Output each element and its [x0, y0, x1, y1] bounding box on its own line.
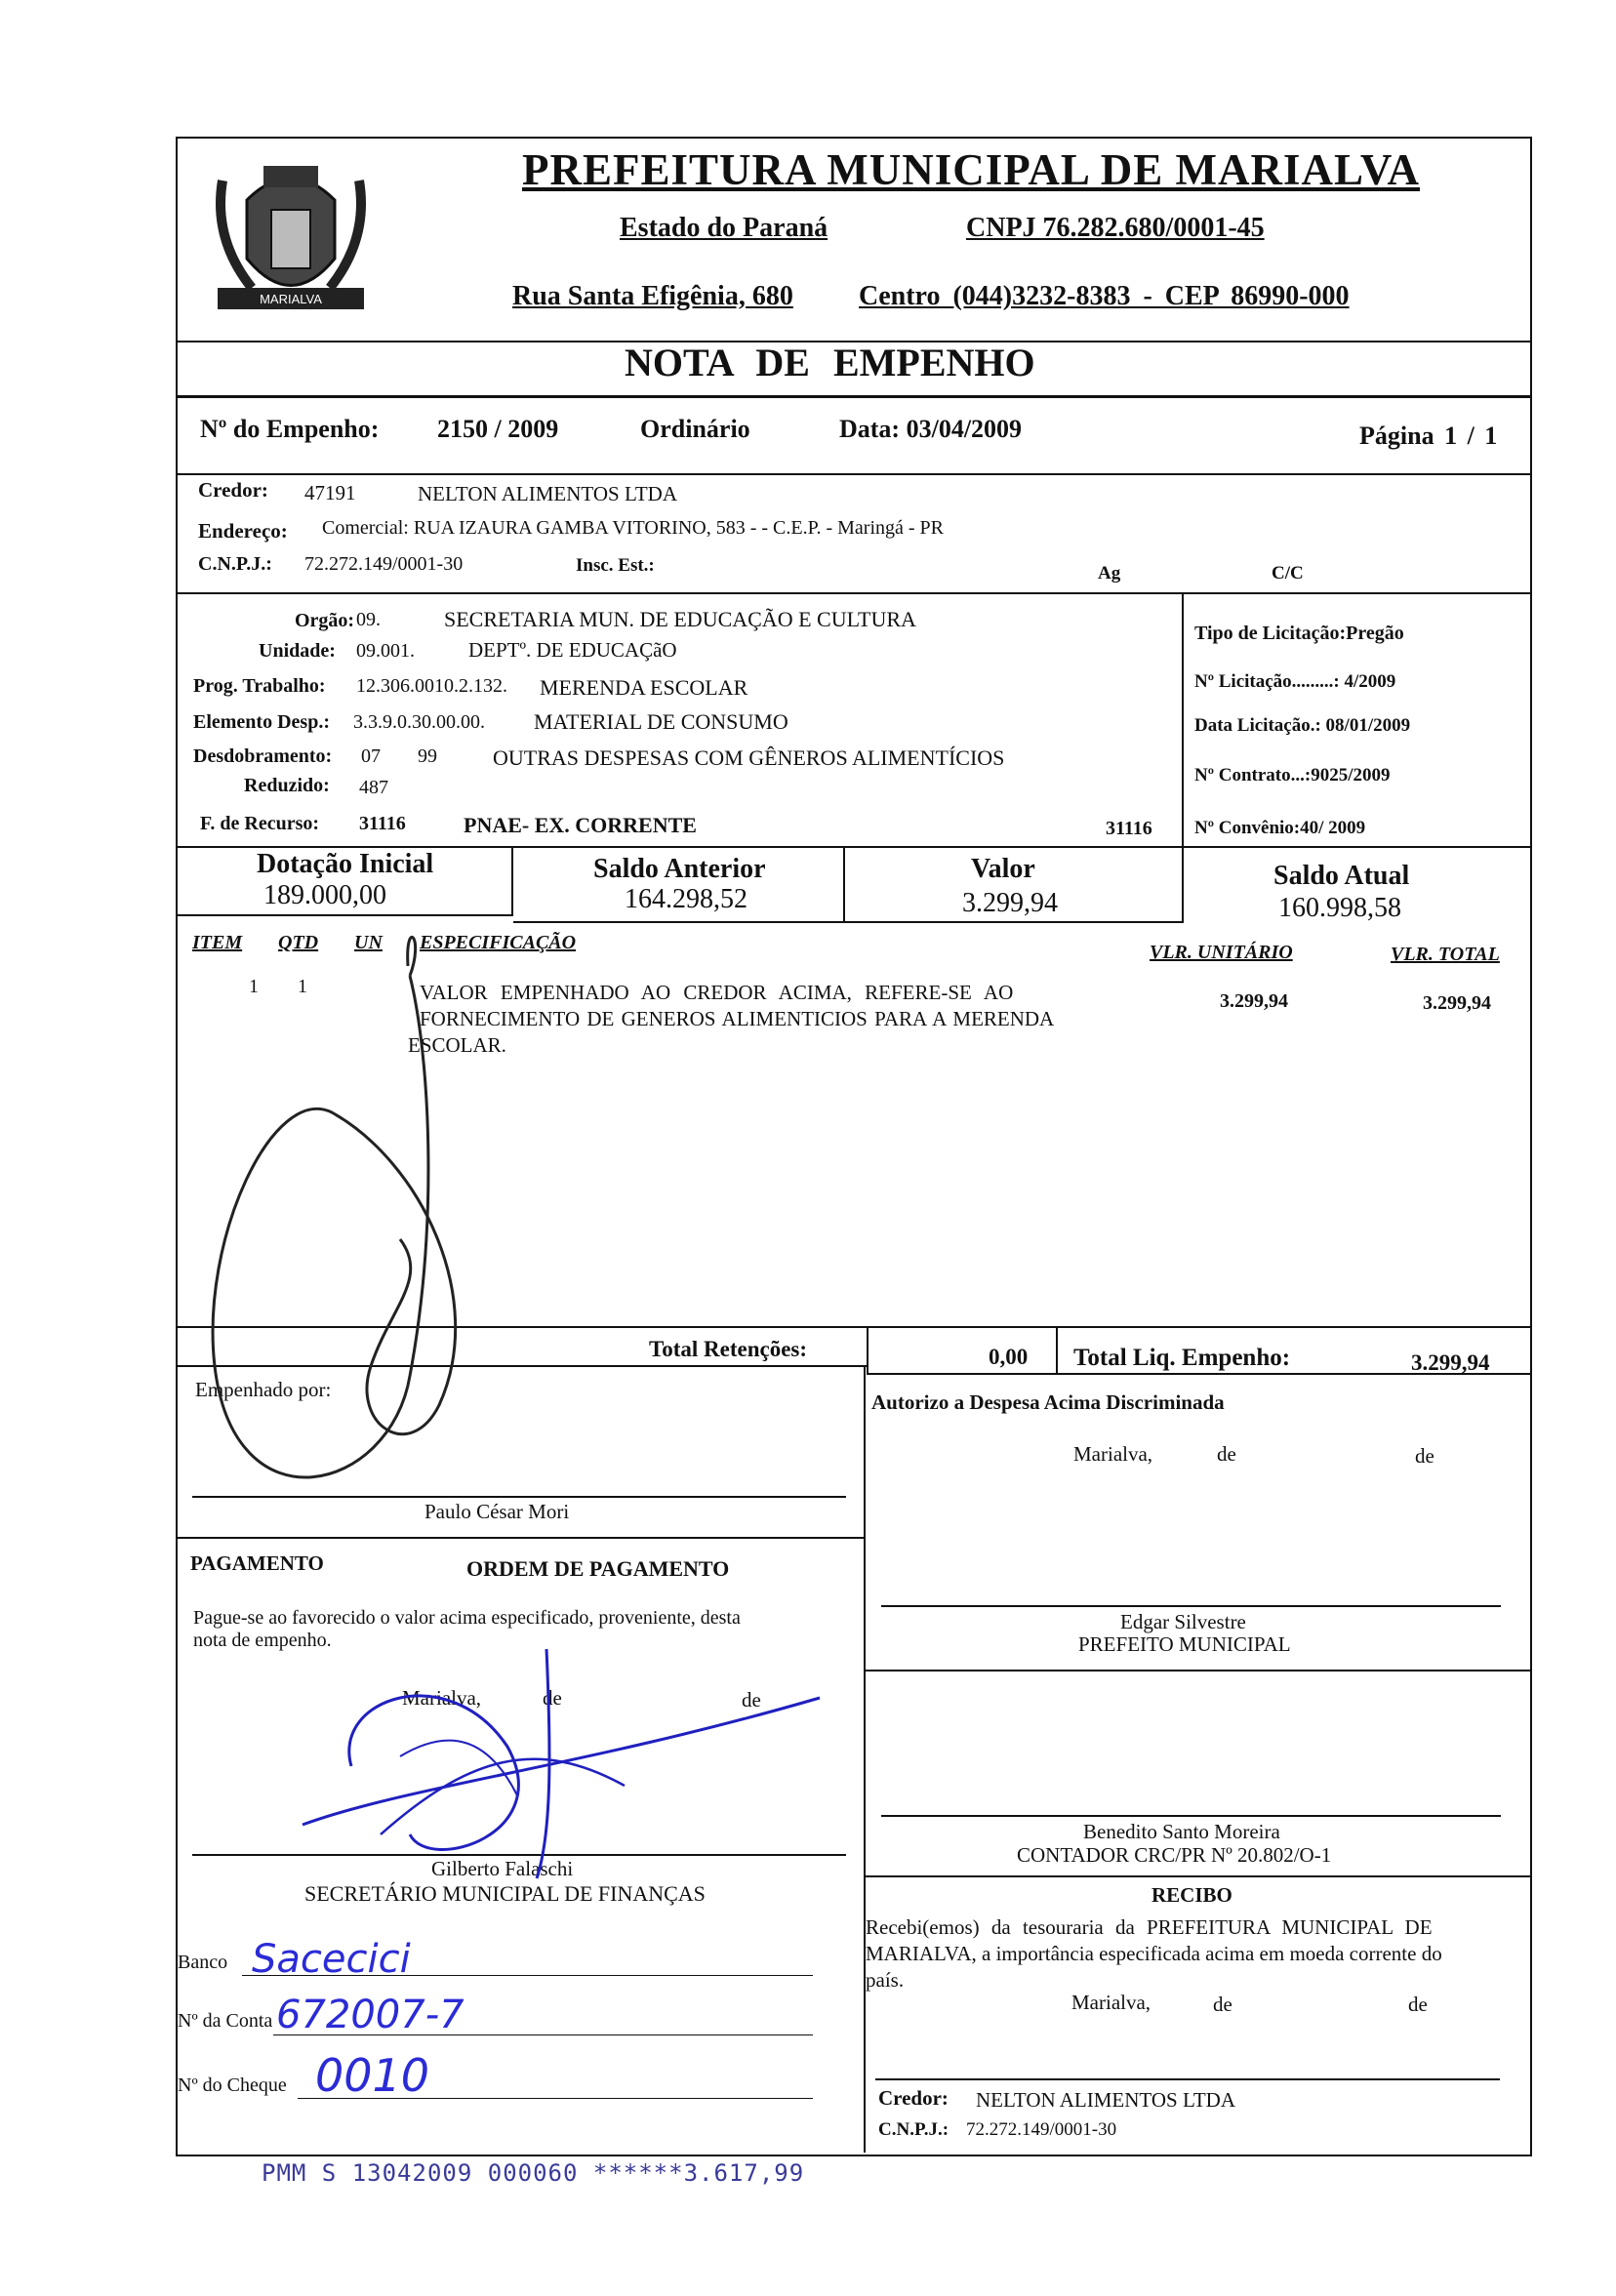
col-item-header: ITEM: [192, 932, 243, 953]
ag-label: Ag: [1098, 563, 1121, 584]
secretario-name: Gilberto Falaschi: [431, 1857, 574, 1880]
recurso-code: 31116: [359, 813, 406, 834]
document-title: NOTA DE EMPENHO: [625, 341, 1035, 384]
desdobramento-name: OUTRAS DESPESAS COM GÊNEROS ALIMENTÍCIOS: [493, 745, 1005, 770]
dotacao-label: Dotação Inicial: [257, 849, 434, 879]
pagamento-label: PAGAMENTO: [190, 1551, 324, 1575]
col-un-header: UN: [354, 932, 383, 953]
recibo-cnpj-label: C.N.P.J.:: [878, 2119, 949, 2140]
saldo-anterior-value: 164.298,52: [625, 884, 747, 914]
orgao-code: 09.: [356, 609, 381, 630]
reduzido-value: 487: [359, 777, 388, 798]
orgao-name: SECRETARIA MUN. DE EDUCAÇÃO E CULTURA: [444, 607, 916, 631]
pagamento-city: Marialva,: [402, 1686, 482, 1710]
page-title: PREFEITURA MUNICIPAL DE MARIALVA: [522, 145, 1421, 194]
bank-stamp: PMM S 13042009 000060 ******3.617,99: [262, 2159, 805, 2187]
recibo-credor-label: Credor:: [878, 2086, 949, 2110]
contador-role: CONTADOR CRC/PR Nº 20.802/O-1: [1017, 1843, 1332, 1867]
credor-cnpj: 72.272.149/0001-30: [304, 553, 464, 575]
numero-contrato: Nº Contrato...:9025/2009: [1194, 765, 1391, 785]
saldo-atual-value: 160.998,58: [1278, 893, 1401, 923]
recibo-credor-name: NELTON ALIMENTOS LTDA: [976, 2088, 1236, 2112]
secretario-role: SECRETÁRIO MUNICIPAL DE FINANÇAS: [304, 1881, 706, 1906]
empenho-number-label: Nº do Empenho:: [200, 415, 380, 443]
retencoes-value: 0,00: [989, 1345, 1029, 1369]
pagamento-de2: de: [742, 1688, 761, 1712]
empenho-type: Ordinário: [640, 415, 750, 443]
item-spec-line1: VALOR EMPENHADO AO CREDOR ACIMA, REFERE-SE AO: [420, 981, 1014, 1004]
cheque-value: 0010: [315, 2049, 430, 2102]
col-espec-header: ESPECIFICAÇÃO: [420, 932, 577, 953]
item-qtd: 1: [298, 976, 307, 997]
empenho-date: Data: 03/04/2009: [839, 415, 1023, 443]
prog-label: Prog. Trabalho:: [193, 675, 326, 697]
numero-convenio: Nº Convênio:40/ 2009: [1194, 818, 1366, 838]
credor-label: Credor:: [198, 478, 268, 502]
header-address: Rua Santa Efigênia, 680: [512, 281, 793, 311]
recurso-label: F. de Recurso:: [200, 813, 320, 834]
conta-label: Nº da Conta: [178, 2010, 273, 2032]
liq-label: Total Liq. Empenho:: [1073, 1345, 1291, 1371]
pagamento-text-line1: Pague-se ao favorecido o valor acima especificado, proveniente, desta: [193, 1607, 741, 1629]
credor-address: Comercial: RUA IZAURA GAMBA VITORINO, 583 - - C.E.P. - Maringá - PR: [322, 517, 945, 539]
retencoes-label: Total Retenções:: [649, 1337, 808, 1361]
recibo-text-line1: Recebi(emos) da tesouraria da PREFEITURA MUNICIPAL DE: [866, 1915, 1433, 1939]
autorizo-de2: de: [1415, 1444, 1434, 1468]
desdobramento-label: Desdobramento:: [193, 745, 333, 767]
unidade-name: DEPTº. DE EDUCAÇãO: [468, 638, 677, 662]
recibo-text-line3: país.: [866, 1968, 905, 1992]
item-number: 1: [249, 976, 259, 997]
item-spec-line3: ESCOLAR.: [408, 1033, 506, 1057]
prefeito-name: Edgar Silvestre: [1120, 1610, 1246, 1633]
desdobramento-a: 07: [361, 745, 381, 767]
col-qtd-header: QTD: [278, 932, 319, 953]
data-licitacao: Data Licitação.: 08/01/2009: [1194, 715, 1411, 736]
elemento-code: 3.3.9.0.30.00.00.: [353, 711, 485, 733]
banco-value: Sacecici: [252, 1937, 411, 1982]
header-address-rest: Centro (044)3232-8383 - CEP 86990-000: [859, 281, 1350, 311]
empenhado-signature: [195, 907, 586, 1512]
reduzido-label: Reduzido:: [244, 775, 330, 796]
credor-code: 47191: [304, 481, 356, 504]
valor-value: 3.299,94: [962, 888, 1058, 918]
item-spec-line2: FORNECIMENTO DE GENEROS ALIMENTICIOS PARA A MERENDA: [420, 1007, 1055, 1030]
empenhado-name: Paulo César Mori: [424, 1500, 570, 1523]
state-name: Estado do Paraná: [620, 213, 828, 243]
prefeito-role: PREFEITO MUNICIPAL: [1078, 1632, 1291, 1656]
header-cnpj: CNPJ 76.282.680/0001-45: [966, 213, 1265, 243]
elemento-label: Elemento Desp.:: [193, 711, 330, 733]
cc-label: C/C: [1272, 563, 1304, 584]
conta-value: 672007-7: [276, 1993, 465, 2037]
recurso-name: PNAE- EX. CORRENTE: [464, 813, 697, 837]
page-number: Página 1 / 1: [1359, 422, 1498, 450]
prog-code: 12.306.0010.2.132.: [356, 675, 507, 697]
liq-value: 3.299,94: [1411, 1350, 1490, 1375]
prog-name: MERENDA ESCOLAR: [540, 675, 748, 700]
pagamento-de1: de: [543, 1686, 562, 1710]
autorizo-de1: de: [1217, 1442, 1236, 1466]
cheque-label: Nº do Cheque: [178, 2074, 287, 2096]
elemento-name: MATERIAL DE CONSUMO: [534, 709, 788, 734]
insc-est-label: Insc. Est.:: [576, 555, 655, 576]
tipo-licitacao: Tipo de Licitação:Pregão: [1194, 623, 1404, 644]
recibo-de2: de: [1408, 1993, 1428, 2016]
credor-name: NELTON ALIMENTOS LTDA: [418, 482, 678, 505]
contador-name: Benedito Santo Moreira: [1083, 1820, 1280, 1843]
desdobramento-b: 99: [418, 745, 437, 767]
recibo-city: Marialva,: [1071, 1991, 1151, 2014]
item-total-value: 3.299,94: [1423, 992, 1491, 1014]
recibo-title: RECIBO: [1151, 1883, 1232, 1907]
dotacao-value: 189.000,00: [263, 880, 386, 910]
address-label: Endereço:: [198, 519, 288, 543]
recurso-code-right: 31116: [1106, 818, 1152, 839]
valor-label: Valor: [971, 854, 1035, 884]
secretario-signature: [293, 1639, 839, 1883]
empenhado-label: Empenhado por:: [195, 1378, 332, 1401]
cnpj-label: C.N.P.J.:: [198, 553, 272, 575]
recibo-text-line2: MARIALVA, a importância especificada acima em moeda corrente do: [866, 1942, 1442, 1965]
autorizo-label: Autorizo a Despesa Acima Discriminada: [871, 1390, 1225, 1414]
saldo-anterior-label: Saldo Anterior: [593, 854, 766, 884]
banco-label: Banco: [178, 1952, 228, 1973]
unidade-label: Unidade:: [259, 640, 336, 662]
pagamento-text-line2: nota de empenho.: [193, 1630, 332, 1651]
orgao-label: Orgão:: [295, 610, 355, 631]
numero-licitacao: Nº Licitação.........: 4/2009: [1194, 671, 1396, 692]
ordem-pagamento-label: ORDEM DE PAGAMENTO: [466, 1556, 730, 1581]
unidade-code: 09.001.: [356, 640, 415, 662]
item-unit-value: 3.299,94: [1220, 990, 1288, 1012]
recibo-cnpj: 72.272.149/0001-30: [966, 2119, 1117, 2140]
recibo-de1: de: [1213, 1993, 1232, 2016]
col-unit-header: VLR. UNITÁRIO: [1150, 942, 1293, 963]
crest-banner-text: MARIALVA: [260, 292, 322, 306]
municipal-crest-icon: [193, 141, 388, 337]
saldo-atual-label: Saldo Atual: [1273, 861, 1410, 891]
empenho-number: 2150 / 2009: [437, 415, 559, 443]
col-total-header: VLR. TOTAL: [1391, 944, 1500, 965]
autorizo-city: Marialva,: [1073, 1442, 1153, 1466]
